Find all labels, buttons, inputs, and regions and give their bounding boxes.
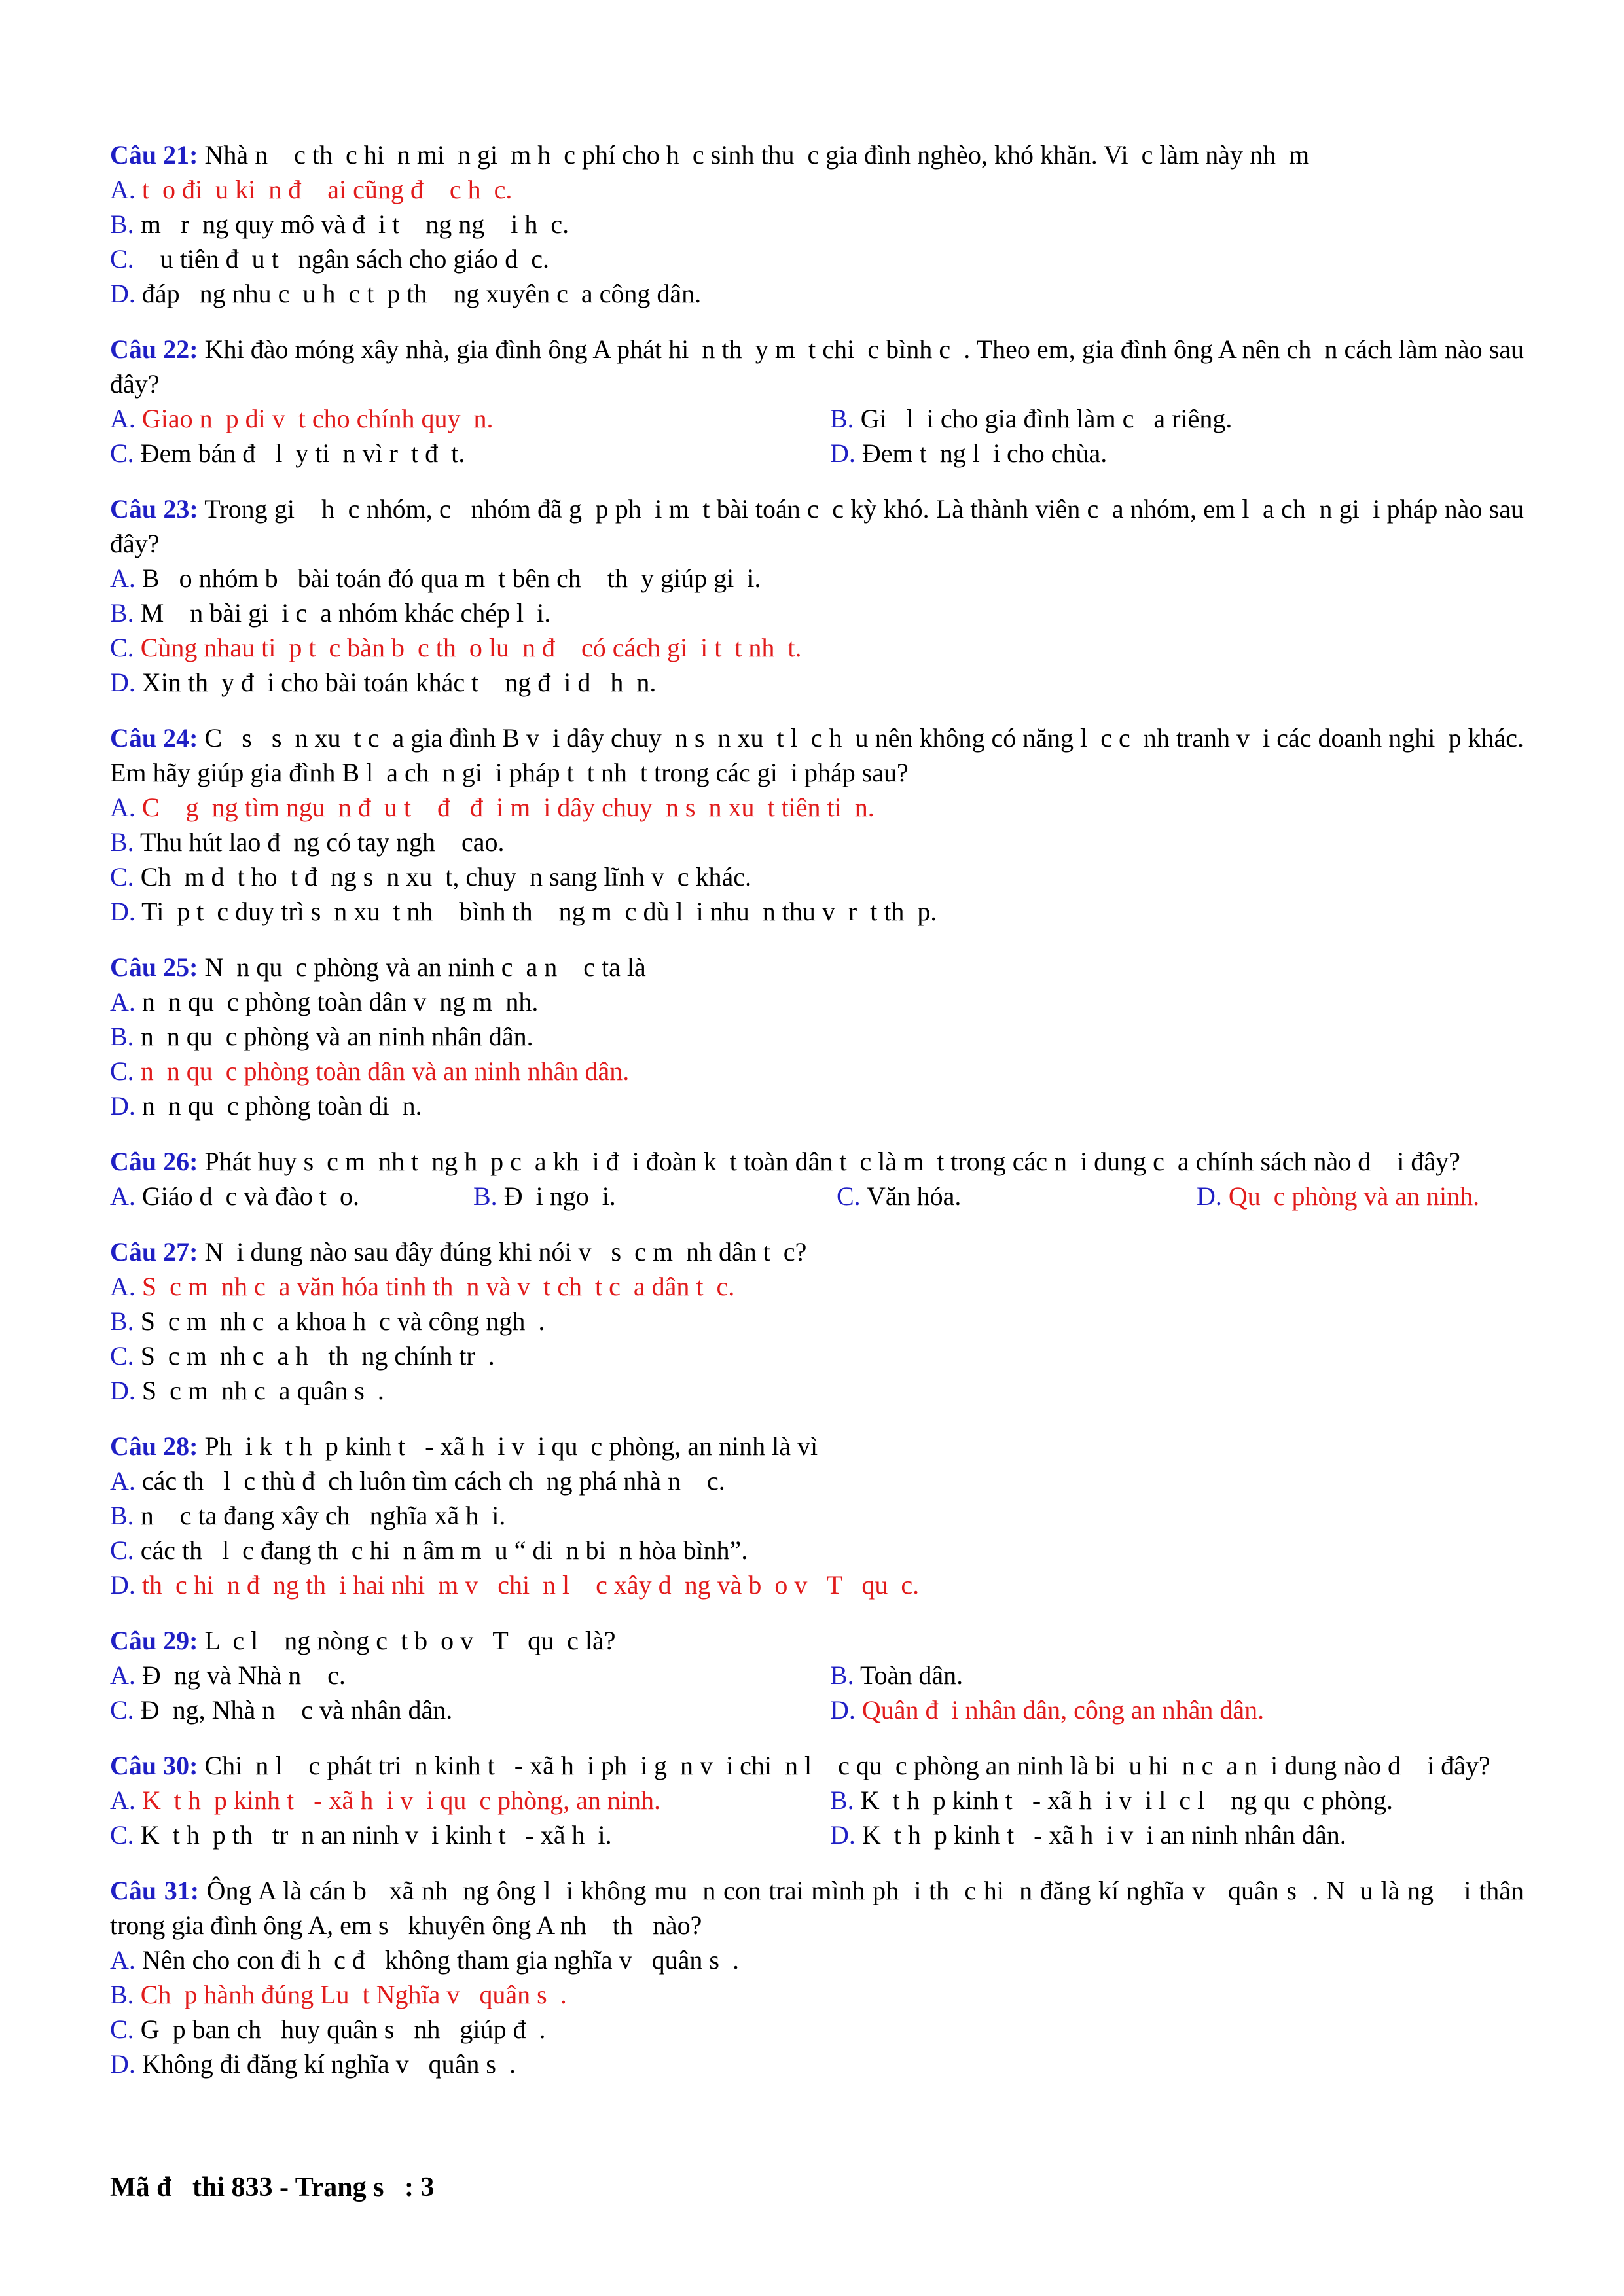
question-stem xyxy=(110,1623,1524,1658)
option-letter: D. xyxy=(830,439,856,468)
question-stem xyxy=(110,1234,1524,1269)
option-letter: A. xyxy=(110,1466,135,1496)
option-text: K t h p kinh t - xã h i v i l c l ng qu c phòng. xyxy=(854,1785,1393,1815)
answer-option xyxy=(110,1269,1524,1304)
option-text: Gi l i cho gia đình làm c a riêng. xyxy=(854,404,1233,433)
answer-option xyxy=(110,1533,1524,1568)
option-text: m r ng quy mô và đ i t ng ng i h c. xyxy=(134,209,569,239)
question-text: Phát huy s c m nh t ng h p c a kh i đ i đoàn k t toàn dân t c là m t trong các n i dung c a chính sách nào d i đây? xyxy=(198,1147,1460,1176)
question-text: C s s n xu t c a gia đình B v i dây chuy n s n xu t l c h u nên không có năng l c c nh tranh v i các doanh nghi p khác. Em hãy giúp gia đình B l a ch n gi i pháp t t nh t trong các gi i pháp sau? xyxy=(110,723,1530,787)
option-text: Nên cho con đi h c đ không tham gia nghĩa v quân s . xyxy=(135,1945,739,1975)
question-number: Câu 28: xyxy=(110,1431,198,1461)
option-text: Thu hút lao đ ng có tay ngh cao. xyxy=(134,827,505,857)
answer-option xyxy=(110,1304,1524,1338)
option-text: Ch m d t ho t đ ng s n xu t, chuy n sang lĩnh v c khác. xyxy=(134,862,751,891)
option-letter: A. xyxy=(110,1785,135,1815)
option-letter: C. xyxy=(110,1820,134,1850)
answer-option xyxy=(110,1179,473,1213)
option-text: S c m nh c a khoa h c và công ngh . xyxy=(134,1306,545,1336)
option-letter: D. xyxy=(110,668,135,697)
answer-option xyxy=(110,894,1524,929)
answer-option xyxy=(110,1019,1524,1054)
answer-option xyxy=(110,2012,1524,2047)
correct-answer-text: th c hi n đ ng th i hai nhi m v chi n l c xây d ng và b o v T qu c. xyxy=(135,1570,920,1600)
question-text: Ph i k t h p kinh t - xã h i v i qu c phòng, an ninh là vì xyxy=(198,1431,818,1461)
option-letter: C. xyxy=(110,2015,134,2044)
option-letter: D. xyxy=(110,1570,135,1600)
option-letter: A. xyxy=(110,1660,135,1690)
answer-option xyxy=(110,561,1524,596)
option-text: S c m nh c a h th ng chính tr . xyxy=(134,1341,495,1371)
question-block xyxy=(110,950,1524,1123)
option-letter: D. xyxy=(110,897,135,926)
answer-option xyxy=(473,1179,837,1213)
correct-answer-text: C g ng tìm ngu n đ u t đ đ i m i dây chuy n s n xu t tiên ti n. xyxy=(135,793,875,822)
correct-answer-text: Giao n p di v t cho chính quy n. xyxy=(135,404,494,433)
option-letter: C. xyxy=(110,1056,134,1086)
answer-option xyxy=(837,1179,1197,1213)
option-text: n n qu c phòng toàn dân v ng m nh. xyxy=(135,987,539,1016)
correct-answer-text: Quân đ i nhân dân, công an nhân dân. xyxy=(855,1695,1265,1725)
answer-option xyxy=(830,1693,1524,1727)
answer-option xyxy=(110,825,1524,859)
question-text: Khi đào móng xây nhà, gia đình ông A phát hi n th y m t chi c bình c . Theo em, gia đình ông A nên ch n cách làm nào sau đây? xyxy=(110,334,1531,399)
answer-option xyxy=(110,436,830,471)
option-letter: D. xyxy=(830,1820,856,1850)
option-text: n c ta đang xây ch nghĩa xã h i. xyxy=(134,1501,506,1530)
correct-answer-text: Cùng nhau ti p t c bàn b c th o lu n đ có cách gi i t t nh t. xyxy=(134,633,802,662)
option-letter: B. xyxy=(110,209,134,239)
option-letter: C. xyxy=(110,633,134,662)
option-letter: D. xyxy=(110,1091,135,1121)
question-number: Câu 30: xyxy=(110,1751,198,1780)
option-text: Văn hóa. xyxy=(860,1181,962,1211)
answer-options xyxy=(110,1463,1524,1602)
answer-options xyxy=(110,1179,1524,1213)
option-text: Giáo d c và đào t o. xyxy=(135,1181,360,1211)
answer-options xyxy=(110,984,1524,1123)
option-letter: A. xyxy=(110,793,135,822)
option-letter: A. xyxy=(110,1181,135,1211)
correct-answer-text: S c m nh c a văn hóa tinh th n và v t ch t c a dân t c. xyxy=(135,1272,735,1301)
correct-answer-text: Ch p hành đúng Lu t Nghĩa v quân s . xyxy=(134,1980,567,2009)
question-stem xyxy=(110,492,1531,561)
option-letter: D. xyxy=(110,2049,135,2079)
question-block xyxy=(110,1748,1524,1852)
answer-option xyxy=(110,630,1524,665)
question-block xyxy=(110,1623,1524,1727)
question-number: Câu 21: xyxy=(110,140,198,170)
question-stem xyxy=(110,950,1524,984)
answer-option xyxy=(110,1054,1524,1088)
question-stem xyxy=(110,1144,1524,1179)
option-letter: B. xyxy=(110,1306,134,1336)
answer-option xyxy=(110,1498,1524,1533)
correct-answer-text: Qu c phòng và an ninh. xyxy=(1221,1181,1480,1211)
answer-options xyxy=(110,790,1524,929)
question-stem xyxy=(110,1873,1530,1943)
option-text: n n qu c phòng và an ninh nhân dân. xyxy=(134,1022,533,1051)
option-text: n n qu c phòng toàn di n. xyxy=(135,1091,422,1121)
option-text: M n bài gi i c a nhóm khác chép l i. xyxy=(134,598,551,628)
answer-option xyxy=(830,401,1524,436)
correct-answer-text: K t h p kinh t - xã h i v i qu c phòng, an ninh. xyxy=(135,1785,661,1815)
question-stem xyxy=(110,137,1524,172)
question-number: Câu 29: xyxy=(110,1626,198,1655)
option-letter: D. xyxy=(830,1695,856,1725)
option-text: Đ ng, Nhà n c và nhân dân. xyxy=(134,1695,453,1725)
question-text: Nhà n c th c hi n mi n gi m h c phí cho h c sinh thu c gia đình nghèo, khó khăn. Vi c làm này nh m xyxy=(198,140,1310,170)
option-text: đáp ng nhu c u h c t p th ng xuyên c a công dân. xyxy=(135,279,702,308)
answer-option xyxy=(110,242,1524,276)
answer-option xyxy=(110,596,1524,630)
option-text: K t h p kinh t - xã h i v i an ninh nhân dân. xyxy=(855,1820,1346,1850)
answer-option xyxy=(110,1338,1524,1373)
option-letter: B. xyxy=(110,827,134,857)
question-stem xyxy=(110,721,1530,790)
question-block xyxy=(110,332,1531,471)
question-number: Câu 31: xyxy=(110,1876,200,1905)
answer-option xyxy=(110,1693,830,1727)
answer-options xyxy=(110,561,1524,700)
option-letter: C. xyxy=(110,1341,134,1371)
answer-option xyxy=(830,1818,1524,1852)
option-letter: C. xyxy=(110,439,134,468)
option-text: các th l c thù đ ch luôn tìm cách ch ng phá nhà n c. xyxy=(135,1466,725,1496)
option-letter: B. xyxy=(473,1181,497,1211)
option-letter: B. xyxy=(830,1660,854,1690)
answer-option xyxy=(830,1783,1524,1818)
answer-option xyxy=(110,172,1524,207)
question-number: Câu 25: xyxy=(110,952,198,982)
option-text: K t h p th tr n an ninh v i kinh t - xã h i. xyxy=(134,1820,612,1850)
question-text: Chi n l c phát tri n kinh t - xã h i ph i g n v i chi n l c qu c phòng an ninh là bi u hi n c a n i dung nào d i đây? xyxy=(198,1751,1490,1780)
question-text: N n qu c phòng và an ninh c a n c ta là xyxy=(198,952,646,982)
answer-option xyxy=(830,436,1524,471)
answer-option xyxy=(110,984,1524,1019)
answer-option xyxy=(110,1373,1524,1408)
option-letter: D. xyxy=(1197,1181,1222,1211)
option-text: S c m nh c a quân s . xyxy=(135,1376,384,1405)
question-number: Câu 26: xyxy=(110,1147,198,1176)
option-letter: D. xyxy=(110,279,135,308)
question-text: N i dung nào sau đây đúng khi nói v s c m nh dân t c? xyxy=(198,1237,807,1266)
option-text: các th l c đang th c hi n âm m u “ di n bi n hòa bình”. xyxy=(134,1535,748,1565)
option-text: B o nhóm b bài toán đó qua m t bên ch th y giúp gi i. xyxy=(135,564,761,593)
option-letter: C. xyxy=(110,1695,134,1725)
option-text: Đ ng và Nhà n c. xyxy=(135,1660,346,1690)
option-text: u tiên đ u t ngân sách cho giáo d c. xyxy=(134,244,549,274)
question-stem xyxy=(110,1429,1524,1463)
question-list xyxy=(110,137,1531,2081)
option-text: Đ i ngo i. xyxy=(497,1181,616,1211)
option-letter: A. xyxy=(110,1945,135,1975)
option-letter: B. xyxy=(110,1501,134,1530)
option-letter: D. xyxy=(110,1376,135,1405)
question-number: Câu 22: xyxy=(110,334,198,364)
option-letter: A. xyxy=(110,987,135,1016)
option-letter: A. xyxy=(110,175,135,204)
question-text: L c l ng nòng c t b o v T qu c là? xyxy=(198,1626,616,1655)
option-letter: A. xyxy=(110,404,135,433)
question-block xyxy=(110,1144,1524,1213)
answer-option xyxy=(830,1658,1524,1693)
question-stem xyxy=(110,1748,1524,1783)
answer-option xyxy=(110,1658,830,1693)
question-block xyxy=(110,137,1524,311)
option-letter: B. xyxy=(110,1980,134,2009)
option-text: Toàn dân. xyxy=(854,1660,964,1690)
question-text: Ông A là cán b xã nh ng ông l i không mu n con trai mình ph i th c hi n đăng kí nghĩa v quân s . N u là ng i thân trong gia đình ông A, em s khuyên ông A nh th nào? xyxy=(110,1876,1530,1940)
exam-page xyxy=(110,137,1531,2102)
page-footer: Mã đ thi 833 - Trang s : 3 xyxy=(110,2172,435,2202)
answer-options xyxy=(110,401,1524,471)
option-text: Ti p t c duy trì s n xu t nh bình th ng m c dù l i nhu n thu v r t th p. xyxy=(135,897,937,926)
option-letter: A. xyxy=(110,564,135,593)
question-block xyxy=(110,1873,1530,2081)
answer-option xyxy=(1197,1179,1524,1213)
answer-option xyxy=(110,665,1524,700)
option-letter: C. xyxy=(110,244,134,274)
answer-option xyxy=(110,1783,830,1818)
option-letter: B. xyxy=(830,1785,854,1815)
answer-option xyxy=(110,1463,1524,1498)
question-number: Câu 27: xyxy=(110,1237,198,1266)
option-letter: C. xyxy=(837,1181,861,1211)
answer-option xyxy=(110,1977,1524,2012)
option-letter: A. xyxy=(110,1272,135,1301)
question-block xyxy=(110,1234,1524,1408)
answer-option xyxy=(110,790,1524,825)
option-letter: C. xyxy=(110,862,134,891)
question-block xyxy=(110,492,1531,700)
option-text: Không đi đăng kí nghĩa v quân s . xyxy=(135,2049,516,2079)
question-text: Trong gi h c nhóm, c nhóm đã g p ph i m t bài toán c c kỳ khó. Là thành viên c a nhóm, em l a ch n gi i pháp nào sau đây? xyxy=(110,494,1531,558)
answer-option xyxy=(110,1088,1524,1123)
answer-option xyxy=(110,1568,1524,1602)
answer-option xyxy=(110,276,1524,311)
answer-options xyxy=(110,1943,1524,2081)
answer-options xyxy=(110,172,1524,311)
correct-answer-text: n n qu c phòng toàn dân và an ninh nhân dân. xyxy=(134,1056,630,1086)
question-block xyxy=(110,1429,1524,1602)
question-number: Câu 23: xyxy=(110,494,198,524)
answer-option xyxy=(110,859,1524,894)
question-stem xyxy=(110,332,1531,401)
answer-options xyxy=(110,1783,1524,1852)
question-block xyxy=(110,721,1530,929)
question-number: Câu 24: xyxy=(110,723,198,753)
answer-option xyxy=(110,207,1524,242)
answer-option xyxy=(110,1818,830,1852)
answer-option xyxy=(110,401,830,436)
option-text: Đem bán đ l y ti n vì r t đ t. xyxy=(134,439,465,468)
option-text: G p ban ch huy quân s nh giúp đ . xyxy=(134,2015,546,2044)
option-letter: B. xyxy=(110,598,134,628)
answer-options xyxy=(110,1269,1524,1408)
option-letter: C. xyxy=(110,1535,134,1565)
answer-option xyxy=(110,1943,1524,1977)
answer-options xyxy=(110,1658,1524,1727)
option-letter: B. xyxy=(110,1022,134,1051)
option-text: Xin th y đ i cho bài toán khác t ng đ i d h n. xyxy=(135,668,657,697)
answer-option xyxy=(110,2047,1524,2081)
option-letter: B. xyxy=(830,404,854,433)
option-text: Đem t ng l i cho chùa. xyxy=(855,439,1108,468)
correct-answer-text: t o đi u ki n đ ai cũng đ c h c. xyxy=(135,175,513,204)
